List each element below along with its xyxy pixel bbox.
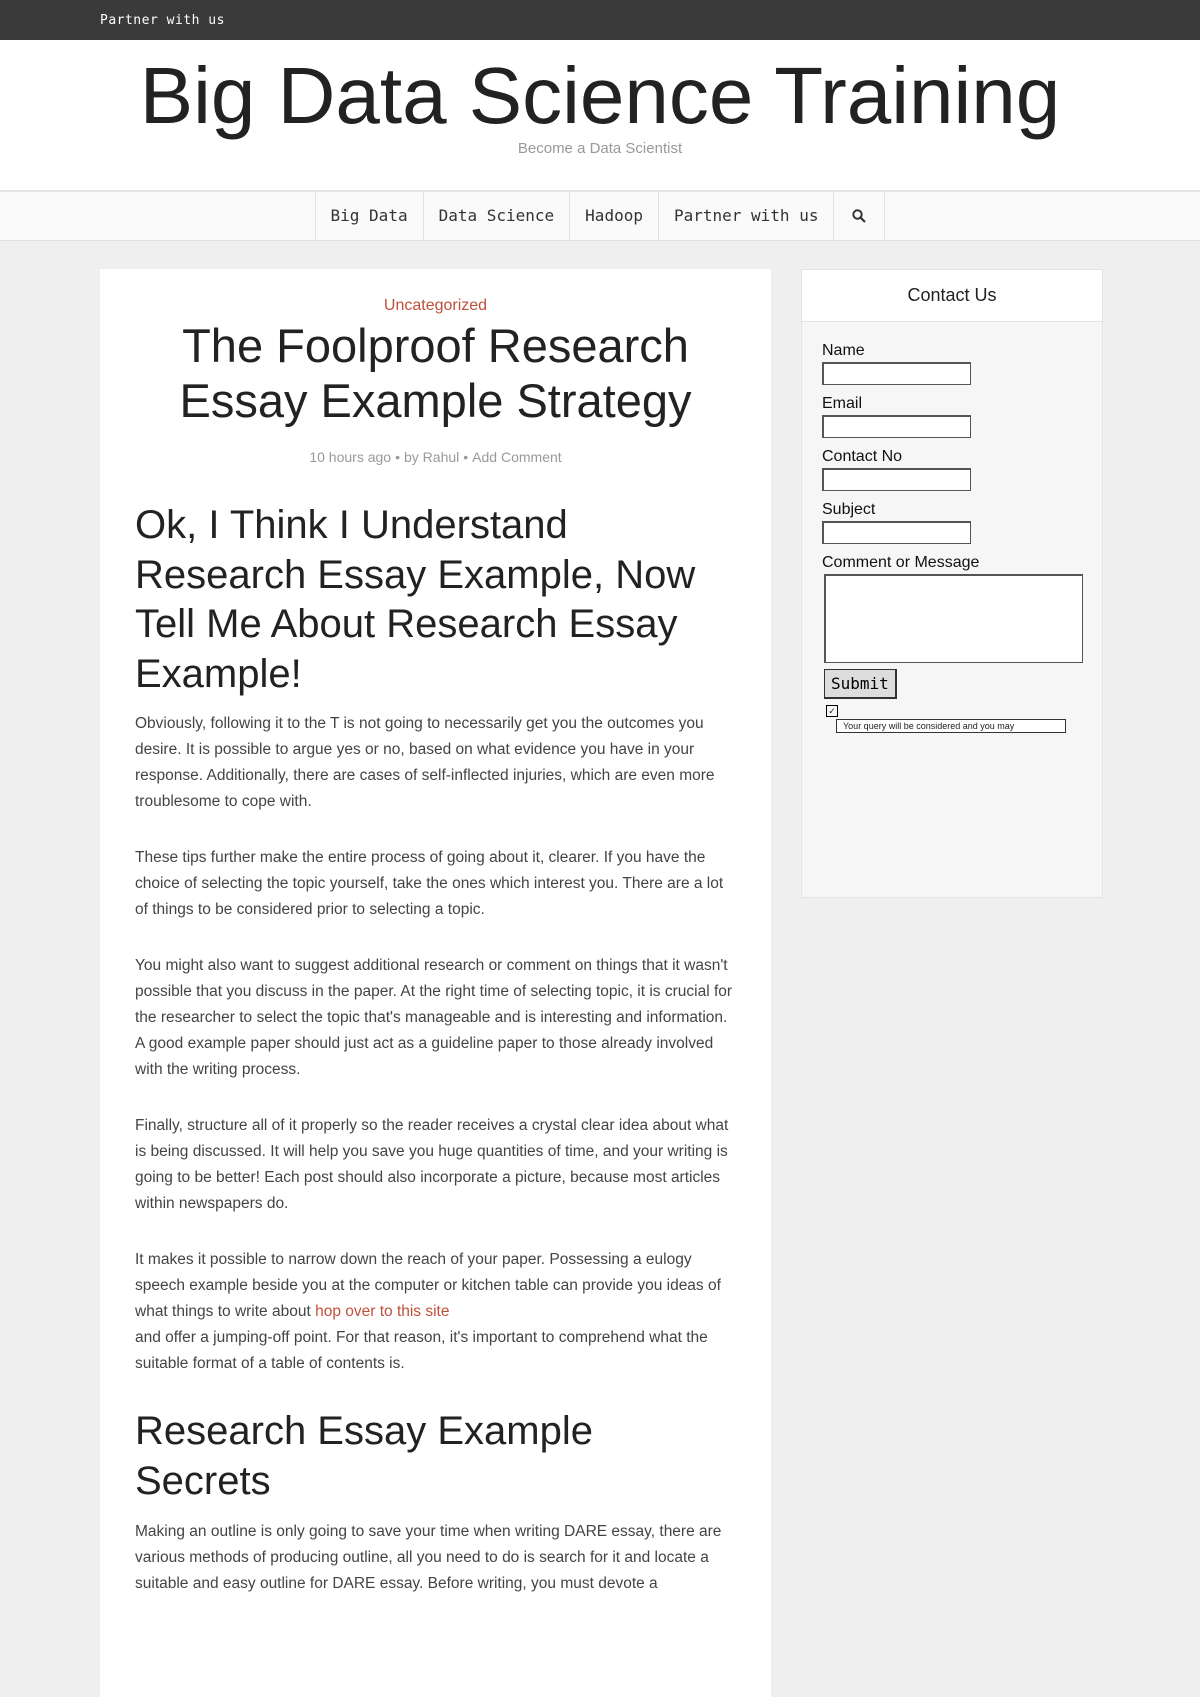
nav-item-hadoop[interactable]: Hadoop xyxy=(569,192,658,240)
contact-form xyxy=(802,322,1102,735)
main-nav xyxy=(0,191,1200,241)
email-label: Email xyxy=(822,395,863,412)
post-paragraph: These tips further make the entire process of going about it, clearer. If you have the choice of selecting the topic yourself, take the ones which interest you. There are a lot of things to be considered prior to selecting a topic. xyxy=(135,849,724,919)
post-author-prefix: by xyxy=(403,448,419,465)
hop-over-link[interactable]: hop over to this site xyxy=(315,1303,450,1321)
post-article xyxy=(100,269,771,1697)
site-tagline: Become a Data Scientist xyxy=(517,140,683,157)
post-paragraph xyxy=(135,1247,736,1377)
name-label: Name xyxy=(822,342,865,359)
name-field[interactable] xyxy=(822,362,971,385)
message-field[interactable] xyxy=(824,574,1083,663)
topbar-partner-link[interactable]: Partner with us xyxy=(100,12,225,28)
contact-no-field[interactable] xyxy=(822,468,971,491)
nav-search-button[interactable] xyxy=(833,192,885,240)
consent-note: Your query will be considered and you may xyxy=(836,719,1066,733)
post-paragraph-text: and offer a jumping-off point. For that reason, it's important to comprehend what the suitable format of a table of contents is. xyxy=(135,1329,708,1373)
contact-no-label: Contact No xyxy=(822,448,903,465)
nav-item-data-science[interactable]: Data Science xyxy=(423,192,570,240)
contact-widget xyxy=(801,269,1103,898)
search-icon xyxy=(852,194,866,208)
widget-title: Contact Us xyxy=(802,270,1102,322)
consent-row xyxy=(826,705,1102,735)
post-title: The Foolproof Research Essay Example Strategy xyxy=(179,319,692,427)
post-time: 10 hours ago xyxy=(309,448,392,465)
main-area xyxy=(0,269,1200,1697)
post-paragraph: Obviously, following it to the T is not going to necessarily get you the outcomes you desire. It is possible to argue yes or no, based on what evidence you have in your response. Additionally, there are cases of self-inflected injuries, which are even more troublesome to cope with. xyxy=(135,715,715,811)
nav-item-big-data[interactable]: Big Data xyxy=(315,192,423,240)
post-category-link[interactable]: Uncategorized xyxy=(383,297,488,314)
top-bar xyxy=(0,0,1200,40)
subject-field[interactable] xyxy=(822,521,971,544)
consent-checkbox[interactable]: ✓ xyxy=(826,705,838,717)
post-paragraph-text: It makes it possible to narrow down the reach of your paper. Possessing a eulogy speech example beside you at the computer or kitchen table can provide you ideas of what things to write about xyxy=(135,1251,721,1321)
nav-item-partner[interactable]: Partner with us xyxy=(658,192,834,240)
site-header xyxy=(0,40,1200,191)
post-author-link[interactable]: Rahul xyxy=(422,448,460,465)
message-label: Comment or Message xyxy=(822,554,980,571)
email-field[interactable] xyxy=(822,415,971,438)
site-title[interactable]: Big Data Science Training xyxy=(139,51,1061,140)
post-heading-2: Research Essay Example Secrets xyxy=(135,1409,593,1503)
post-paragraph: Finally, structure all of it properly so the reader receives a crystal clear idea about what is being discussed. It will help you save you huge quantities of time, and your writing is going to be better! Each post should also incorporate a picture, because most articles within newspapers do. xyxy=(135,1117,729,1213)
post-paragraph: Making an outline is only going to save your time when writing DARE essay, there are various methods of producing outline, all you need to do is search for it and locate a suitable and easy outline for DARE essay. Before writing, you must devote a xyxy=(135,1522,722,1592)
post-meta: 10 hours ago • by Rahul • Add Comment xyxy=(309,448,562,465)
add-comment-link[interactable]: Add Comment xyxy=(472,448,562,465)
submit-button[interactable]: Submit xyxy=(824,669,897,699)
post-heading-1: Ok, I Think I Understand Research Essay Example, Now Tell Me About Research Essay Example! xyxy=(135,502,696,696)
subject-label: Subject xyxy=(822,501,876,518)
post-paragraph: You might also want to suggest additional research or comment on things that it wasn't possible that you discuss in the paper. At the right time of selecting topic, it is crucial for the researcher to select the topic that's manageable and is interesting and information. A good example paper should just act as a guideline paper to those already involved with the writing process. xyxy=(135,957,733,1079)
